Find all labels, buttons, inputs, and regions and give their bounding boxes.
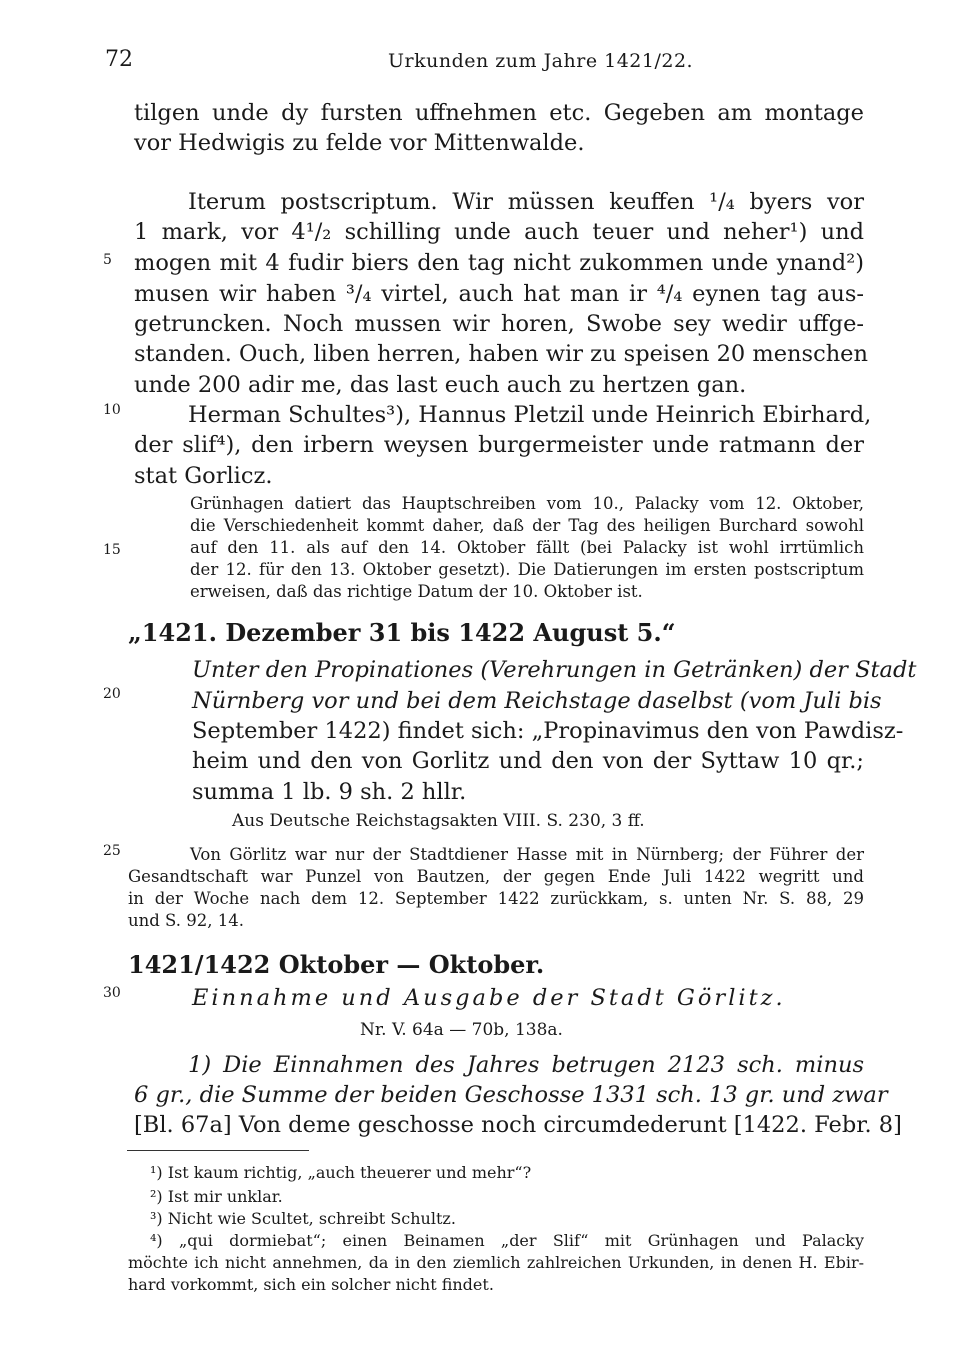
archive-reference: Nr. V. 64a — 70b, 138a. <box>360 1020 563 1040</box>
note-line: Gesandtschaft war Punzel von Bautzen, der gegen Ende Juli 1422 wegritt und <box>128 867 864 886</box>
section-line: 1) Die Einnahmen des Jahres betrugen 2123 sch. minus <box>188 1052 864 1078</box>
section-line: heim und den von Gorlitz und den von der Syttaw 10 qr.; <box>192 748 864 774</box>
note-line: und S. 92, 14. <box>128 911 244 930</box>
note-line: Von Görlitz war nur der Stadtdiener Hasse mit in Nürnberg; der Führer der <box>190 845 864 864</box>
body-line: getruncken. Noch mussen wir horen, Swobe sey wedir uffge- <box>134 311 864 337</box>
line-number: 30 <box>103 985 121 1001</box>
note-line: erweisen, daß das richtige Datum der 10. Oktober ist. <box>190 582 643 601</box>
section-heading: 1421/1422 Oktober — Oktober. <box>128 950 545 979</box>
body-line: vor Hedwigis zu felde vor Mittenwalde. <box>134 130 585 156</box>
note-line: Grünhagen datiert das Hauptschreiben vom 10., Palacky vom 12. Oktober, <box>190 494 864 513</box>
page-number: 72 <box>105 47 133 72</box>
section-line: 6 gr., die Summe der beiden Geschosse 1331 sch. 13 gr. und zwar <box>134 1082 888 1108</box>
body-line: stat Gorlicz. <box>134 463 273 489</box>
body-line: standen. Ouch, liben herren, haben wir zu speisen 20 menschen <box>134 341 868 367</box>
source-reference: Aus Deutsche Reichstagsakten VIII. S. 230, 3 ff. <box>232 811 645 831</box>
note-line: der 12. für den 13. Oktober gesetzt). Die Datierungen im ersten postscriptum <box>190 560 864 579</box>
line-number: 15 <box>103 542 121 558</box>
section-subtitle: Einnahme und Ausgabe der Stadt Görlitz. <box>192 985 786 1011</box>
section-line: Nürnberg vor und bei dem Reichstage daselbst (vom Juli bis <box>192 688 882 714</box>
line-number: 25 <box>103 843 121 859</box>
footnote: ³) Nicht wie Scultet, schreibt Schultz. <box>150 1209 456 1228</box>
body-line: unde 200 adir me, das last euch auch zu hertzen gan. <box>134 372 747 398</box>
body-line: der slif⁴), den irbern weysen burgermeister unde ratmann der <box>134 432 864 458</box>
footnote: möchte ich nicht annehmen, da in den ziemlich zahlreichen Urkunden, in denen H. Ebir- <box>128 1253 864 1272</box>
note-line: auf den 11. als auf den 14. Oktober fällt (bei Palacky ist wohl irrtümlich <box>190 538 864 557</box>
section-heading: „1421. Dezember 31 bis 1422 August 5.“ <box>128 618 676 647</box>
section-line: summa 1 lb. 9 sh. 2 hllr. <box>192 779 467 805</box>
footnote-rule <box>127 1150 309 1151</box>
footnote: ⁴) „qui dormiebat“; einen Beinamen „der Slif“ mit Grünhagen und Palacky <box>150 1231 864 1250</box>
footnote: ¹) Ist kaum richtig, „auch theuerer und mehr“? <box>150 1163 532 1182</box>
line-number: 20 <box>103 686 121 702</box>
note-line: in der Woche nach dem 12. September 1422 zurückkam, s. unten Nr. S. 88, 29 <box>128 889 864 908</box>
section-line: [Bl. 67a] Von deme geschosse noch circumdederunt [1422. Febr. 8] <box>134 1112 902 1138</box>
body-line: 1 mark, vor 4¹/₂ schilling unde auch teuer und neher¹) und <box>134 219 864 245</box>
body-line: mogen mit 4 fudir biers den tag nicht zukommen unde ynand²) <box>134 250 864 276</box>
note-line: die Verschiedenheit kommt daher, daß der Tag des heiligen Burchard sowohl <box>190 516 864 535</box>
footnote: ²) Ist mir unklar. <box>150 1187 283 1206</box>
section-line: Unter den Propinationes (Verehrungen in Getränken) der Stadt <box>192 657 917 683</box>
body-line: musen wir haben ³/₄ virtel, auch hat man ir ⁴/₄ eynen tag aus- <box>134 281 864 307</box>
footnote: hard vorkommt, sich ein solcher nicht findet. <box>128 1275 494 1294</box>
running-title: Urkunden zum Jahre 1421/22. <box>388 50 694 72</box>
body-line: tilgen unde dy fursten uffnehmen etc. Gegeben am montage <box>134 100 864 126</box>
line-number: 10 <box>103 402 121 418</box>
body-line: Iterum postscriptum. Wir müssen keuffen ¹/₄ byers vor <box>188 189 864 215</box>
section-line: September 1422) findet sich: „Propinavimus den von Pawdisz- <box>192 718 904 744</box>
line-number: 5 <box>103 252 112 268</box>
body-line: Herman Schultes³), Hannus Pletzil unde Heinrich Ebirhard, <box>188 402 872 428</box>
